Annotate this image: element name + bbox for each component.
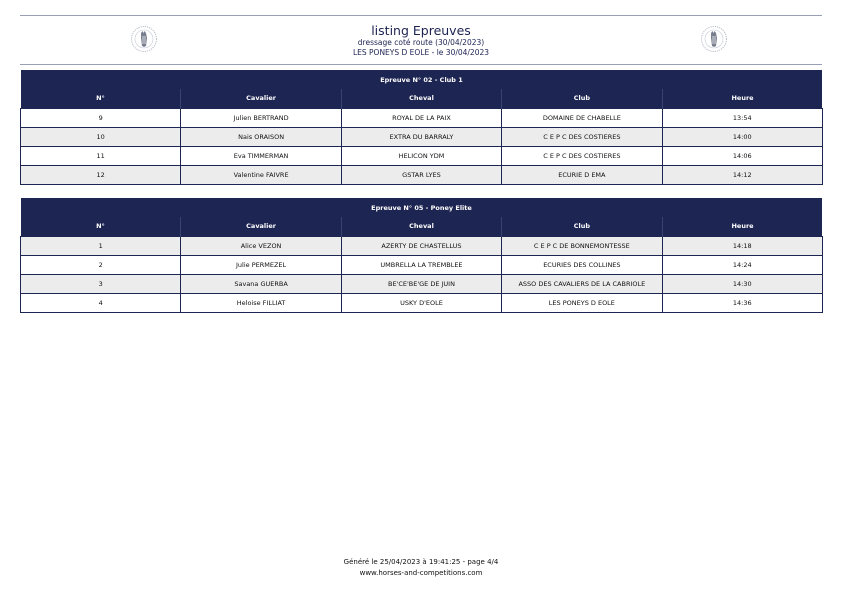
cell-num: 11 bbox=[21, 146, 181, 165]
cell-num: 1 bbox=[21, 236, 181, 255]
epreuve-table bbox=[20, 198, 823, 313]
cell-cheval: AZERTY DE CHASTELLUS bbox=[341, 236, 501, 255]
column-header-cheval: Cheval bbox=[341, 217, 501, 236]
cell-heure: 14:12 bbox=[662, 165, 822, 184]
event-line: LES PONEYS D EOLE - le 30/04/2023 bbox=[352, 47, 490, 57]
cell-cheval: ROYAL DE LA PAIX bbox=[341, 108, 501, 127]
cell-club: C E P C DES COSTIERES bbox=[502, 146, 662, 165]
cell-heure: 14:00 bbox=[662, 127, 822, 146]
cell-cheval: BE'CE'BE'GE DE JUIN bbox=[341, 274, 501, 293]
cell-cheval: EXTRA DU BARRALY bbox=[341, 127, 501, 146]
table-row bbox=[21, 236, 823, 255]
horse-head-logo-icon bbox=[130, 25, 158, 53]
table-row bbox=[21, 165, 823, 184]
cell-cavalier: Julie PERMEZEL bbox=[181, 255, 341, 274]
header-bottom-rule bbox=[20, 64, 822, 65]
cell-cavalier: Nais ORAISON bbox=[181, 127, 341, 146]
cell-club: LES PONEYS D EOLE bbox=[502, 293, 662, 312]
horse-head-logo-icon bbox=[700, 25, 728, 53]
column-header-club: Club bbox=[502, 89, 662, 108]
cell-cavalier: Heloise FILLIAT bbox=[181, 293, 341, 312]
column-header-row bbox=[21, 89, 823, 108]
cell-heure: 14:24 bbox=[662, 255, 822, 274]
column-header-club: Club bbox=[502, 217, 662, 236]
cell-club: C E P C DES COSTIERES bbox=[502, 127, 662, 146]
document-subtitle: dressage coté route (30/04/2023) bbox=[357, 38, 485, 47]
cell-num: 4 bbox=[21, 293, 181, 312]
header-top-rule bbox=[20, 15, 822, 16]
cell-cheval: USKY D'EOLE bbox=[341, 293, 501, 312]
column-header-num: N° bbox=[21, 217, 181, 236]
cell-num: 2 bbox=[21, 255, 181, 274]
table-row bbox=[21, 127, 823, 146]
cell-num: 12 bbox=[21, 165, 181, 184]
generated-line: Généré le 25/04/2023 à 19:41:25 - page 4/4 bbox=[343, 558, 499, 566]
cell-heure: 14:36 bbox=[662, 293, 822, 312]
table-row bbox=[21, 146, 823, 165]
website-link[interactable]: www.horses-and-competitions.com bbox=[359, 569, 483, 577]
cell-cavalier: Julien BERTRAND bbox=[181, 108, 341, 127]
epreuve-table bbox=[20, 70, 823, 185]
cell-num: 3 bbox=[21, 274, 181, 293]
epreuve-caption: Epreuve N° 02 - Club 1 bbox=[21, 70, 823, 89]
cell-cavalier: Valentine FAIVRE bbox=[181, 165, 341, 184]
column-header-cavalier: Cavalier bbox=[181, 217, 341, 236]
column-header-heure: Heure bbox=[662, 217, 822, 236]
cell-num: 10 bbox=[21, 127, 181, 146]
column-header-num: N° bbox=[21, 89, 181, 108]
document-header bbox=[200, 23, 642, 57]
column-header-cheval: Cheval bbox=[341, 89, 501, 108]
column-header-row bbox=[21, 217, 823, 236]
table-row bbox=[21, 255, 823, 274]
page-footer bbox=[0, 557, 842, 579]
table-row bbox=[21, 274, 823, 293]
cell-heure: 14:18 bbox=[662, 236, 822, 255]
cell-cheval: HELICON YDM bbox=[341, 146, 501, 165]
document-title: listing Epreuves bbox=[371, 23, 471, 38]
cell-club: ASSO DES CAVALIERS DE LA CABRIOLE bbox=[502, 274, 662, 293]
table-row bbox=[21, 293, 823, 312]
epreuve-caption: Epreuve N° 05 - Poney Elite bbox=[21, 198, 823, 217]
cell-club: ECURIES DES COLLINES bbox=[502, 255, 662, 274]
cell-cavalier: Savana GUERBA bbox=[181, 274, 341, 293]
column-header-cavalier: Cavalier bbox=[181, 89, 341, 108]
cell-club: ECURIE D EMA bbox=[502, 165, 662, 184]
cell-cheval: UMBRELLA LA TREMBLEE bbox=[341, 255, 501, 274]
table-row bbox=[21, 108, 823, 127]
cell-cavalier: Eva TIMMERMAN bbox=[181, 146, 341, 165]
column-header-heure: Heure bbox=[662, 89, 822, 108]
cell-num: 9 bbox=[21, 108, 181, 127]
cell-cheval: GSTAR LYES bbox=[341, 165, 501, 184]
cell-heure: 13:54 bbox=[662, 108, 822, 127]
cell-cavalier: Alice VEZON bbox=[181, 236, 341, 255]
cell-heure: 14:30 bbox=[662, 274, 822, 293]
cell-club: DOMAINE DE CHABELLE bbox=[502, 108, 662, 127]
cell-heure: 14:06 bbox=[662, 146, 822, 165]
cell-club: C E P C DE BONNEMONTESSE bbox=[502, 236, 662, 255]
